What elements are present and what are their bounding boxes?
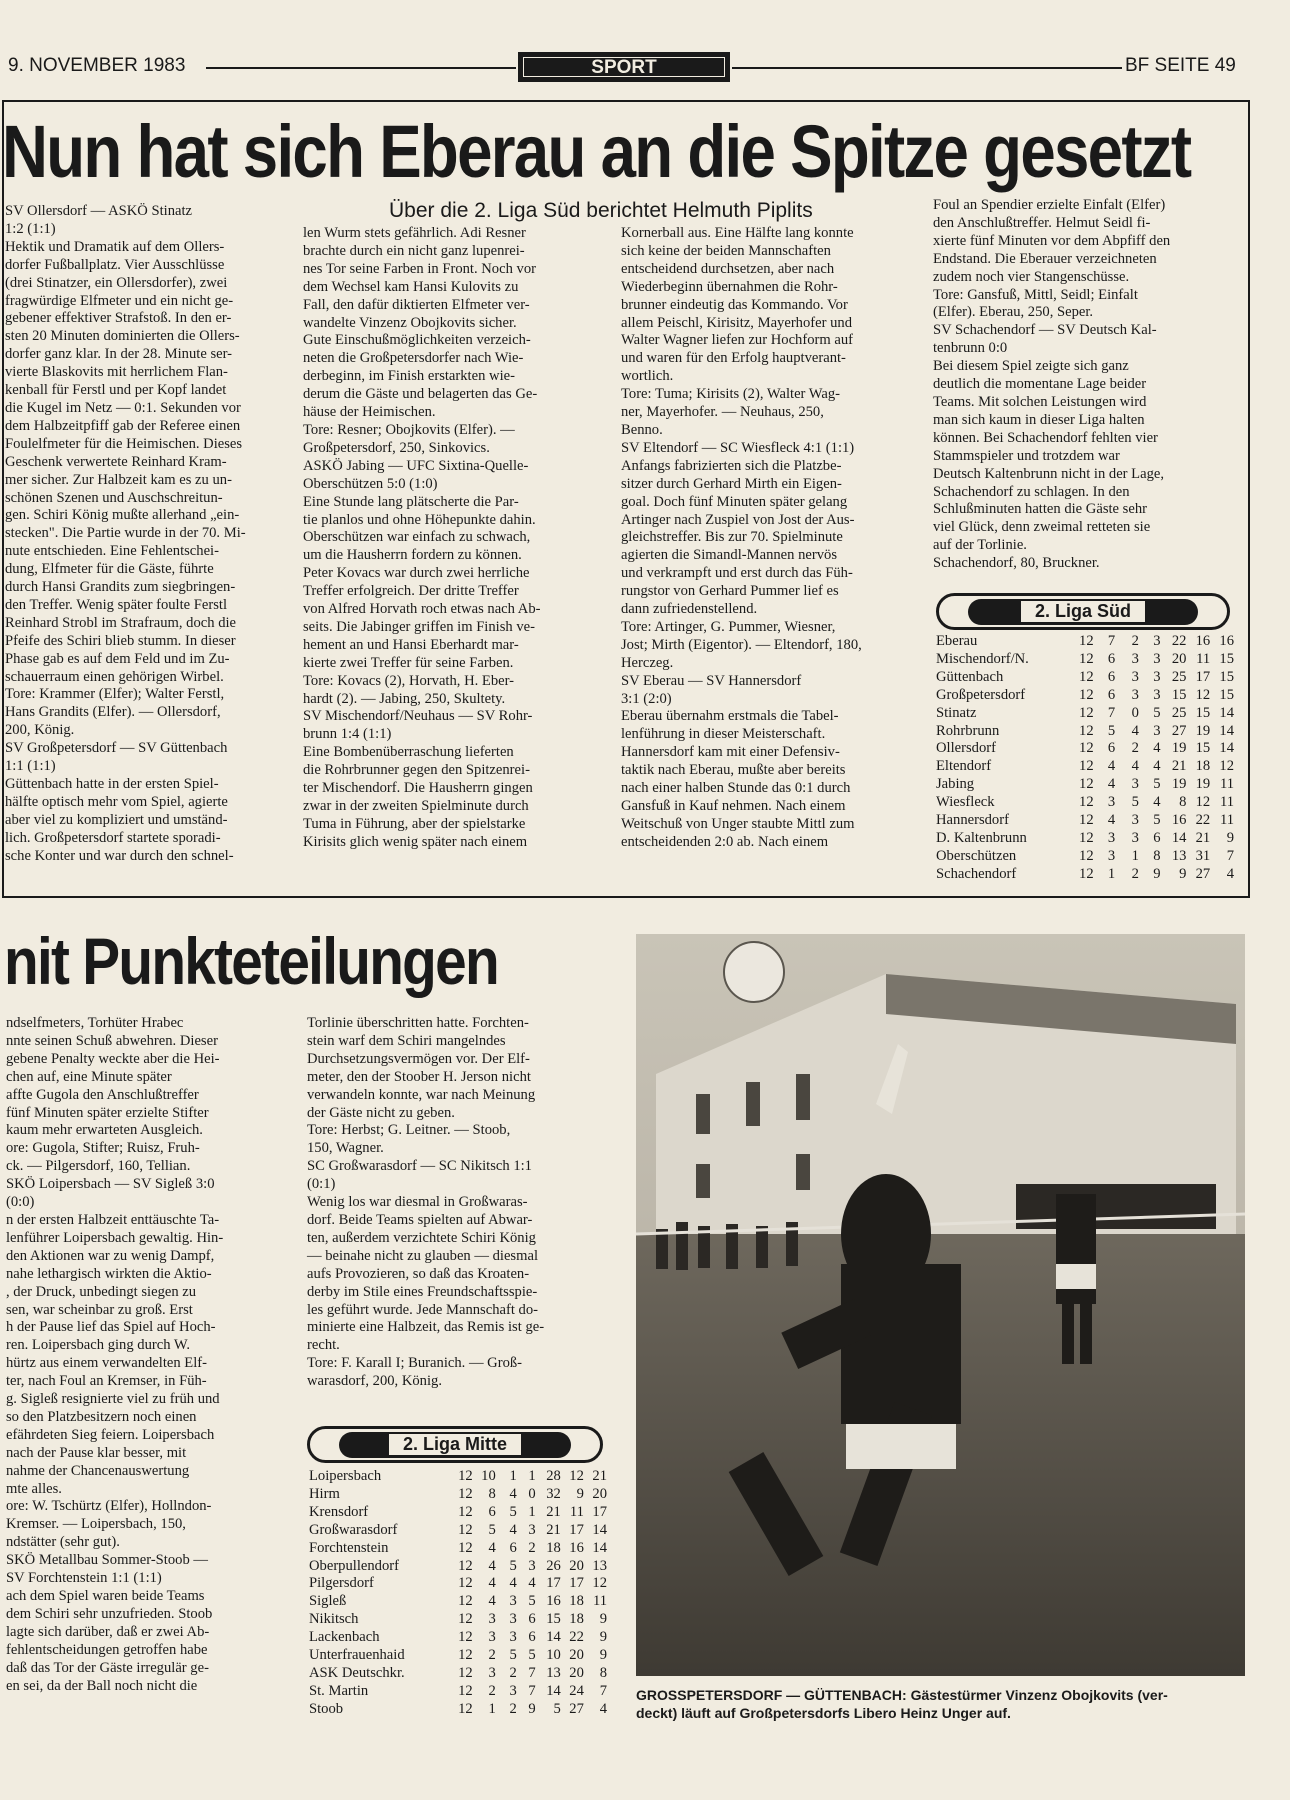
table-sued-stat: 6 bbox=[1153, 829, 1161, 846]
table-mitte-team: St. Martin bbox=[309, 1682, 369, 1699]
table-sued-stat: 12 bbox=[1079, 740, 1094, 757]
table-sued-row bbox=[936, 705, 1234, 723]
table-mitte-team: Pilgersdorf bbox=[309, 1575, 374, 1592]
table-mitte-stat: 6 bbox=[488, 1503, 496, 1520]
table-mitte-stat: 9 bbox=[576, 1485, 584, 1502]
table-mitte-team: Krensdorf bbox=[309, 1503, 369, 1520]
table-mitte-stat: 11 bbox=[569, 1503, 584, 1520]
table-mitte-stat: 4 bbox=[528, 1575, 536, 1592]
table-mitte-stat: 17 bbox=[592, 1503, 607, 1520]
table-sued-stat: 11 bbox=[1219, 794, 1234, 811]
table-mitte-stat: 5 bbox=[509, 1647, 517, 1664]
table-mitte-stat: 20 bbox=[592, 1485, 607, 1502]
table-mitte-stat: 16 bbox=[546, 1593, 561, 1610]
table-mitte-stat: 10 bbox=[546, 1647, 561, 1664]
table-sued-stat: 0 bbox=[1131, 704, 1139, 721]
table-mitte-stat: 3 bbox=[528, 1521, 536, 1538]
table-sued-stat: 4 bbox=[1107, 776, 1116, 793]
table-mitte-stat: 6 bbox=[509, 1539, 517, 1556]
table-mitte-stat: 17 bbox=[569, 1575, 584, 1592]
table-sued-team: Ollersdorf bbox=[936, 740, 996, 757]
table-sued-stat: 3 bbox=[1131, 829, 1139, 846]
table-mitte-stat: 14 bbox=[546, 1629, 561, 1646]
table-sued-team: Wiesfleck bbox=[936, 794, 995, 811]
table-mitte-stat: 12 bbox=[458, 1485, 473, 1502]
table-sued-stat: 9 bbox=[1153, 865, 1161, 882]
table-sued-stat: 11 bbox=[1219, 812, 1234, 829]
table-sued-stat: 4 bbox=[1131, 758, 1139, 775]
table-sued-stat: 6 bbox=[1107, 668, 1116, 685]
table-sued-stat: 12 bbox=[1079, 704, 1094, 721]
table-sued-stat: 12 bbox=[1079, 865, 1094, 882]
table-sued-row bbox=[936, 633, 1234, 651]
table-mitte-stat: 8 bbox=[488, 1485, 496, 1502]
table-mitte-row bbox=[309, 1665, 607, 1683]
table-sued-stat: 3 bbox=[1131, 776, 1139, 793]
table-mitte-stat: 18 bbox=[569, 1593, 584, 1610]
table-sued-stat: 25 bbox=[1171, 704, 1187, 721]
table-mitte-team: Unterfrauenhaid bbox=[309, 1647, 405, 1664]
table-sued-stat: 3 bbox=[1153, 722, 1161, 739]
article-top-col1: SV Ollersdorf — ASKÖ Stinatz 1:2 (1:1) Hektik und Dramatik auf dem Ollers- dorfer Fußballplatz. Vier Ausschlüsse (drei Stinatzer, ein Ollersdorfer), zwei fragwürdige Elfmeter und ein nicht ge- gebener effektiver Strafstoß. In den er- sten 20 Minuten dominierten die Ollers- dorfer ganz klar. In der 28. Minute ser- vierte Blaskovits mit herrlichem Flan- kenball für Ferstl und per Kopf landet die Kugel im Netz — 0:1. Sekunden vor dem Halbzeitpfiff gab der Referee einen Foulelfmeter für die Heimischen. Dieses Geschenk verwertete Reinhard Kram- mer sicher. Zur Halbzeit kam es zu un- schönen Szenen und Auschschreitun- gen. Schiri König mußte allerhand „ein- stecken". Die Partie wurde in der 70. Mi- nute entschieden. Eine Fehlentschei- dung, Elfmeter für die Gäste, führte durch Hansi Grandits zum siegbringen- den Treffer. Wenig später foulte Ferstl Reinhard Strobl im Strafraum, doch die Pfeife des Schiri blieb stumm. In dieser Phase gab es auf dem Feld und im Zu- schauerraum einen gehörigen Wirbel. Tore: Krammer (Elfer); Walter Ferstl, Hans Grandits (Elfer). — Ollersdorf, 200, König. SV Großpetersdorf — SV Güttenbach 1:1 (1:1) Güttenbach hatte in der ersten Spiel- hälfte optisch mehr vom Spiel, agierte aber viel zu kompliziert und umständ- lich. Großpetersdorf startete sporadi- sche Konter und war durch den schnel- bbox=[5, 203, 246, 864]
table-sued-stat: 7 bbox=[1107, 704, 1116, 721]
table-mitte-stat: 4 bbox=[509, 1521, 517, 1538]
table-mitte-title: 2. Liga Mitte bbox=[389, 1434, 521, 1455]
table-sued-stat: 12 bbox=[1079, 686, 1094, 703]
table-sued-team: D. Kaltenbrunn bbox=[936, 829, 1027, 846]
table-sued-stat: 3 bbox=[1153, 650, 1161, 667]
table-sued-team: Hannersdorf bbox=[936, 812, 1009, 829]
table-sued-stat: 9 bbox=[1179, 865, 1187, 882]
table-sued-stat: 3 bbox=[1107, 847, 1116, 864]
table-mitte-stat: 12 bbox=[458, 1593, 473, 1610]
table-sued-stat: 6 bbox=[1107, 740, 1116, 757]
table-mitte-stat: 1 bbox=[509, 1468, 517, 1484]
table-mitte-stat: 5 bbox=[528, 1593, 536, 1610]
table-sued-stat: 16 bbox=[1171, 812, 1187, 829]
match-photo-illustration bbox=[636, 934, 1245, 1676]
table-mitte-stat: 12 bbox=[458, 1682, 473, 1699]
table-mitte-row bbox=[309, 1575, 607, 1593]
table-sued-stat: 2 bbox=[1131, 740, 1139, 757]
table-sued bbox=[936, 633, 1234, 884]
table-sued-row bbox=[936, 866, 1234, 884]
table-mitte-stat: 4 bbox=[488, 1539, 496, 1556]
table-sued-stat: 22 bbox=[1171, 633, 1187, 649]
table-sued-stat: 2 bbox=[1131, 633, 1139, 649]
table-mitte-team: Stoob bbox=[309, 1700, 344, 1717]
table-sued-row bbox=[936, 740, 1234, 758]
table-mitte-row bbox=[309, 1647, 607, 1665]
table-sued-stat: 27 bbox=[1195, 865, 1211, 882]
table-mitte-stat: 3 bbox=[509, 1593, 517, 1610]
table-sued-stat: 11 bbox=[1196, 650, 1211, 667]
table-mitte-stat: 27 bbox=[569, 1700, 584, 1717]
table-mitte-team: Großwarasdorf bbox=[309, 1521, 398, 1538]
table-sued-stat: 20 bbox=[1171, 650, 1187, 667]
table-mitte-stat: 1 bbox=[528, 1468, 536, 1484]
table-sued-stat: 5 bbox=[1153, 812, 1161, 829]
table-mitte-stat: 17 bbox=[546, 1575, 561, 1592]
table-mitte-row bbox=[309, 1486, 607, 1504]
table-mitte-stat: 24 bbox=[569, 1682, 584, 1699]
table-mitte-stat: 5 bbox=[553, 1700, 561, 1717]
table-sued-stat: 4 bbox=[1107, 812, 1116, 829]
table-sued-stat: 19 bbox=[1171, 740, 1187, 757]
table-mitte-team: Oberpullendorf bbox=[309, 1557, 399, 1574]
table-sued-stat: 15 bbox=[1219, 668, 1234, 685]
table-sued-stat: 12 bbox=[1079, 829, 1094, 846]
article-bottom-col1: ndselfmeters, Torhüter Hrabec nnte seinen Schuß abwehren. Dieser gebene Penalty weckte aber die Hei- chen auf, eine Minute später affte Gugola den Anschlußtreffer fünf Minuten später erzielte Stifter kaum mehr erwarteten Ausgleich. ore: Gugola, Stifter; Ruisz, Fruh- ck. — Pilgersdorf, 160, Tellian. SKÖ Loipersbach — SV Sigleß 3:0 (0:0) n der ersten Halbzeit enttäuschte Ta- lenführer Loipersbach gewaltig. Hin- den Aktionen war zu wenig Dampf, nahe lethargisch wirkten die Aktio- , der Druck, unbedingt siegen zu sen, war scheinbar zu groß. Erst h der Pause lief das Spiel auf Hoch- ren. Loipersbach ging durch W. hürtz aus einem verwandelten Elf- ter, nach Foul an Kremser, in Füh- g. Sigleß resignierte viel zu früh und so den Platzbesitzern noch einen efährdeten Sieg feiern. Loipersbach nach der Pause klar besser, mit nahme der Chancenauswertung mte alles. ore: W. Tschürtz (Elfer), Hollndon- Kremser. — Loipersbach, 150, ndstätter (sehr gut). SKÖ Metallbau Sommer-Stoob — SV Forchtenstein 1:1 (1:1) ach dem Spiel waren beide Teams dem Schiri sehr unzufrieden. Stoob lagte sich darüber, daß er zwei Ab- fehlentscheidungen getroffen habe daß das Tor der Gäste irregulär ge- en sei, da der Ball noch nicht die bbox=[6, 1015, 224, 1694]
table-mitte-stat: 2 bbox=[528, 1539, 536, 1556]
table-mitte-stat: 20 bbox=[569, 1647, 584, 1664]
table-sued-stat: 12 bbox=[1079, 758, 1094, 775]
table-sued-stat: 15 bbox=[1195, 740, 1211, 757]
table-sued-team: Eltendorf bbox=[936, 758, 992, 775]
table-sued-row bbox=[936, 723, 1234, 741]
table-mitte-stat: 1 bbox=[528, 1503, 536, 1520]
table-sued-stat: 12 bbox=[1195, 794, 1211, 811]
table-mitte-stat: 0 bbox=[528, 1485, 536, 1502]
table-sued-row bbox=[936, 687, 1234, 705]
table-mitte-stat: 2 bbox=[509, 1664, 517, 1681]
table-sued-stat: 15 bbox=[1195, 704, 1211, 721]
table-mitte bbox=[309, 1468, 607, 1719]
table-sued-stat: 4 bbox=[1131, 722, 1139, 739]
article-top-headline: Nun hat sich Eberau an die Spitze gesetzt bbox=[2, 110, 1191, 193]
table-mitte-row bbox=[309, 1683, 607, 1701]
table-mitte-stat: 7 bbox=[528, 1664, 536, 1681]
table-sued-stat: 15 bbox=[1219, 650, 1234, 667]
table-sued-row bbox=[936, 651, 1234, 669]
table-mitte-row bbox=[309, 1468, 607, 1486]
table-sued-stat: 7 bbox=[1107, 633, 1116, 649]
table-mitte-row bbox=[309, 1593, 607, 1611]
table-sued-stat: 4 bbox=[1226, 865, 1234, 882]
table-sued-stat: 12 bbox=[1195, 686, 1211, 703]
table-mitte-stat: 28 bbox=[546, 1468, 561, 1484]
table-sued-stat: 5 bbox=[1153, 776, 1161, 793]
table-mitte-stat: 1 bbox=[488, 1700, 496, 1717]
table-mitte-stat: 22 bbox=[569, 1629, 584, 1646]
table-mitte-stat: 21 bbox=[546, 1503, 561, 1520]
header-rule-right bbox=[732, 67, 1122, 69]
table-mitte-stat: 12 bbox=[458, 1647, 473, 1664]
table-mitte-stat: 13 bbox=[546, 1664, 561, 1681]
table-mitte-team: Loipersbach bbox=[309, 1468, 382, 1484]
table-mitte-stat: 26 bbox=[546, 1557, 561, 1574]
table-mitte-stat: 12 bbox=[458, 1539, 473, 1556]
table-mitte-stat: 14 bbox=[546, 1682, 561, 1699]
table-sued-stat: 8 bbox=[1153, 847, 1161, 864]
table-mitte-stat: 32 bbox=[546, 1485, 561, 1502]
table-mitte-stat: 5 bbox=[509, 1557, 517, 1574]
table-sued-stat: 12 bbox=[1079, 650, 1094, 667]
table-mitte-stat: 20 bbox=[569, 1557, 584, 1574]
table-sued-row bbox=[936, 758, 1234, 776]
section-label-box bbox=[518, 52, 730, 82]
table-sued-stat: 22 bbox=[1195, 812, 1211, 829]
table-mitte-stat: 21 bbox=[592, 1468, 607, 1484]
table-mitte-stat: 2 bbox=[509, 1700, 517, 1717]
table-sued-stat: 3 bbox=[1153, 686, 1161, 703]
table-sued-stat: 5 bbox=[1153, 704, 1161, 721]
table-sued-stat: 4 bbox=[1153, 794, 1161, 811]
header-date: 9. NOVEMBER 1983 bbox=[8, 55, 186, 76]
table-mitte-stat: 3 bbox=[488, 1611, 496, 1628]
table-sued-stat: 3 bbox=[1131, 650, 1139, 667]
table-mitte-stat: 20 bbox=[569, 1664, 584, 1681]
table-mitte-stat: 4 bbox=[488, 1593, 496, 1610]
table-mitte-stat: 3 bbox=[488, 1664, 496, 1681]
table-sued-stat: 3 bbox=[1131, 668, 1139, 685]
table-mitte-stat: 18 bbox=[569, 1611, 584, 1628]
table-mitte-stat: 12 bbox=[458, 1468, 473, 1484]
table-sued-stat: 19 bbox=[1195, 776, 1211, 793]
table-mitte-team: Lackenbach bbox=[309, 1629, 380, 1646]
table-mitte-row bbox=[309, 1522, 607, 1540]
table-sued-stat: 1 bbox=[1131, 847, 1139, 864]
table-sued-stat: 14 bbox=[1219, 740, 1234, 757]
table-sued-stat: 14 bbox=[1219, 704, 1234, 721]
table-mitte-stat: 3 bbox=[509, 1682, 517, 1699]
table-sued-stat: 3 bbox=[1153, 633, 1161, 649]
table-mitte-stat: 4 bbox=[488, 1575, 496, 1592]
table-mitte-stat: 2 bbox=[488, 1647, 496, 1664]
table-mitte-title-bar bbox=[307, 1426, 603, 1463]
table-mitte-stat: 3 bbox=[528, 1557, 536, 1574]
table-mitte-stat: 12 bbox=[458, 1700, 473, 1717]
table-mitte-row bbox=[309, 1629, 607, 1647]
table-mitte-stat: 8 bbox=[599, 1664, 607, 1681]
table-sued-stat: 6 bbox=[1107, 650, 1116, 667]
table-sued-title: 2. Liga Süd bbox=[1021, 601, 1145, 622]
table-sued-team: Schachendorf bbox=[936, 865, 1017, 882]
table-mitte-stat: 2 bbox=[488, 1682, 496, 1699]
table-mitte-row bbox=[309, 1558, 607, 1576]
table-mitte-stat: 3 bbox=[509, 1611, 517, 1628]
table-sued-stat: 21 bbox=[1195, 829, 1211, 846]
table-sued-stat: 11 bbox=[1219, 776, 1234, 793]
table-sued-row bbox=[936, 669, 1234, 687]
table-mitte-row bbox=[309, 1540, 607, 1558]
table-sued-stat: 12 bbox=[1079, 812, 1094, 829]
table-sued-stat: 12 bbox=[1079, 633, 1094, 649]
table-sued-stat: 17 bbox=[1195, 668, 1211, 685]
table-mitte-team: Forchtenstein bbox=[309, 1539, 389, 1556]
table-sued-row bbox=[936, 812, 1234, 830]
table-mitte-stat: 9 bbox=[599, 1629, 607, 1646]
photo-caption: GROSSPETERSDORF — GÜTTENBACH: Gästestürmer Vinzenz Obojkovits (ver- deckt) läuft auf Großpetersdorfs Libero Heinz Unger auf. bbox=[636, 1687, 1168, 1721]
match-photo bbox=[636, 934, 1245, 1676]
table-sued-stat: 9 bbox=[1226, 829, 1234, 846]
header-rule-left bbox=[206, 67, 516, 69]
table-sued-stat: 4 bbox=[1107, 758, 1116, 775]
table-sued-stat: 2 bbox=[1131, 865, 1139, 882]
table-sued-stat: 3 bbox=[1107, 829, 1116, 846]
table-sued-stat: 4 bbox=[1153, 740, 1161, 757]
table-sued-stat: 8 bbox=[1179, 794, 1187, 811]
table-mitte-stat: 6 bbox=[528, 1611, 536, 1628]
table-sued-team: Rohrbrunn bbox=[936, 722, 1000, 739]
table-sued-row bbox=[936, 794, 1234, 812]
table-mitte-stat: 12 bbox=[458, 1503, 473, 1520]
table-mitte-stat: 5 bbox=[509, 1503, 517, 1520]
table-mitte-team: Hirm bbox=[309, 1485, 340, 1502]
table-sued-stat: 6 bbox=[1107, 686, 1116, 703]
table-sued-team: Großpetersdorf bbox=[936, 686, 1026, 703]
table-sued-team: Stinatz bbox=[936, 704, 977, 721]
article-top-col2: len Wurm stets gefährlich. Adi Resner brachte durch ein nicht ganz lupenrei- nes Tor seine Farben in Front. Noch vor dem Wechsel kam Hansi Kulovits zu Fall, den dafür diktierten Elfmeter ver- wandelte Vinzenz Obojkovits sicher. Gute Einschußmöglichkeiten verzeich- neten die Großpetersdorfer nach Wie- derbeginn, im Finish erstarkten wie- derum die Gäste und belagerten das Ge- häuse der Heimischen. Tore: Resner; Obojkovits (Elfer). — Großpetersdorf, 250, Sinkovics. ASKÖ Jabing — UFC Sixtina-Quelle- Oberschützen 5:0 (1:0) Eine Stunde lang plätscherte die Par- tie planlos und ohne Höhepunkte dahin. Oberschützen war einfach zu schwach, um die Hausherrn fordern zu können. Peter Kovacs war durch zwei herrliche Treffer erfolgreich. Der dritte Treffer von Alfred Horvath roch etwas nach Ab- seits. Die Jabinger griffen im Finish ve- hement an und Hansi Eberhardt mar- kierte zwei Treffer für seine Farben. Tore: Kovacs (2), Horvath, H. Eber- hardt (2). — Jabing, 250, Skultety. SV Mischendorf/Neuhaus — SV Rohr- brunn 1:4 (1:1) Eine Bombenüberraschung lieferten die Rohrbrunner gegen den Spitzenrei- ter Mischendorf. Die Hausherrn gingen zwar in der zweiten Spielminute durch Tuma in Führung, aber der spielstarke Kirisits glich wenig später nach einem bbox=[303, 225, 541, 850]
table-mitte-stat: 13 bbox=[592, 1557, 607, 1574]
table-sued-stat: 12 bbox=[1079, 668, 1094, 685]
table-sued-row bbox=[936, 848, 1234, 866]
table-sued-stat: 4 bbox=[1153, 758, 1161, 775]
table-sued-stat: 7 bbox=[1226, 847, 1234, 864]
table-mitte-stat: 9 bbox=[599, 1611, 607, 1628]
table-mitte-stat: 12 bbox=[458, 1629, 473, 1646]
table-sued-team: Eberau bbox=[936, 633, 978, 649]
table-mitte-stat: 4 bbox=[509, 1575, 517, 1592]
table-sued-stat: 18 bbox=[1195, 758, 1211, 775]
table-mitte-stat: 12 bbox=[458, 1557, 473, 1574]
table-mitte-row bbox=[309, 1701, 607, 1719]
table-mitte-stat: 15 bbox=[546, 1611, 561, 1628]
table-sued-stat: 12 bbox=[1079, 722, 1094, 739]
table-sued-title-bar bbox=[936, 593, 1230, 630]
table-sued-stat: 3 bbox=[1131, 686, 1139, 703]
table-mitte-stat: 5 bbox=[488, 1521, 496, 1538]
article-bottom-headline: nit Punkteteilungen bbox=[4, 924, 498, 998]
table-mitte-stat: 14 bbox=[592, 1539, 607, 1556]
table-mitte-stat: 21 bbox=[546, 1521, 561, 1538]
table-sued-stat: 15 bbox=[1171, 686, 1187, 703]
table-mitte-stat: 12 bbox=[458, 1575, 473, 1592]
table-sued-stat: 31 bbox=[1195, 847, 1211, 864]
table-sued-stat: 12 bbox=[1079, 776, 1094, 793]
table-mitte-stat: 3 bbox=[488, 1629, 496, 1646]
table-mitte-stat: 7 bbox=[599, 1682, 607, 1699]
table-mitte-stat: 12 bbox=[458, 1521, 473, 1538]
table-mitte-stat: 9 bbox=[599, 1647, 607, 1664]
table-mitte-row bbox=[309, 1611, 607, 1629]
table-mitte-team: ASK Deutschkr. bbox=[309, 1664, 405, 1681]
table-sued-team: Jabing bbox=[936, 776, 975, 793]
table-mitte-stat: 5 bbox=[528, 1647, 536, 1664]
table-sued-stat: 5 bbox=[1131, 794, 1139, 811]
table-mitte-stat: 18 bbox=[546, 1539, 561, 1556]
table-mitte-stat: 17 bbox=[569, 1521, 584, 1538]
table-mitte-stat: 9 bbox=[528, 1700, 536, 1717]
table-sued-stat: 1 bbox=[1107, 865, 1116, 882]
table-mitte-stat: 12 bbox=[458, 1611, 473, 1628]
article-top-col3: Kornerball aus. Eine Hälfte lang konnte sich keine der beiden Mannschaften entscheidend durchsetzen, aber nach Wiederbeginn übernahmen die Rohr- brunner eindeutig das Kommando. Vor allem Peischl, Kirisitz, Mayerhofer und Walter Wagner liefen zur Hochform auf und waren für den Erfolg hauptverant- wortlich. Tore: Tuma; Kirisits (2), Walter Wag- ner, Mayerhofer. — Neuhaus, 250, Benno. SV Eltendorf — SC Wiesfleck 4:1 (1:1) Anfangs fabrizierten sich die Platzbe- sitzer durch Gerhard Mirth ein Eigen- goal. Doch fünf Minuten später gelang Artinger nach Zuspiel von Jost der Aus- gleichstreffer. Bis zur 70. Spielminute agierten die Simandl-Mannen nervös und verkrampft und erst durch das Füh- rungstor von Gerhard Pummer lief es dann zufriedenstellend. Tore: Artinger, G. Pummer, Wiesner, Jost; Mirth (Eigentor). — Eltendorf, 180, Herczeg. SV Eberau — SV Hannersdorf 3:1 (2:0) Eberau übernahm erstmals die Tabel- lenführung in dieser Meisterschaft. Hannersdorf kam mit einer Defensiv- taktik nach Eberau, mußte aber bereits nach einer halben Stunde das 0:1 durch Gansfuß in Kauf nehmen. Nach einem Weitschuß von Unger staubte Mittl zum entscheidenden 2:0 ab. Nach einem bbox=[621, 225, 862, 850]
table-sued-stat: 21 bbox=[1171, 758, 1187, 775]
table-mitte-stat: 6 bbox=[528, 1629, 536, 1646]
table-sued-stat: 14 bbox=[1171, 829, 1187, 846]
table-mitte-stat: 10 bbox=[481, 1468, 496, 1484]
table-mitte-team: Nikitsch bbox=[309, 1611, 359, 1628]
table-sued-stat: 12 bbox=[1079, 794, 1094, 811]
table-sued-stat: 19 bbox=[1171, 776, 1187, 793]
article-bottom-col2: Torlinie überschritten hatte. Forchten- stein warf dem Schiri mangelndes Durchsetzungsvermögen vor. Der Elf- meter, den der Stoober H. Jerson nicht verwandeln konnte, war nach Meinung der Gäste nicht zu geben. Tore: Herbst; G. Leitner. — Stoob, 150, Wagner. SC Großwarasdorf — SC Nikitsch 1:1 (0:1) Wenig los war diesmal in Großwaras- dorf. Beide Teams spielten auf Abwar- ten, außerdem verzichtete Schiri König — beinahe nicht zu glauben — diesmal aufs Provozieren, so daß das Kroaten- derby im Stile eines Freundschaftsspie- les geführt wurde. Jede Mannschaft do- minierte eine Halbzeit, das Remis ist ge- recht. Tore: F. Karall I; Buranich. — Groß- warasdorf, 200, König. bbox=[307, 1015, 545, 1390]
table-sued-team: Oberschützen bbox=[936, 847, 1017, 864]
table-sued-stat: 15 bbox=[1219, 686, 1234, 703]
table-mitte-row bbox=[309, 1504, 607, 1522]
table-sued-team: Mischendorf/N. bbox=[936, 650, 1029, 667]
table-mitte-stat: 11 bbox=[592, 1593, 607, 1610]
table-mitte-stat: 12 bbox=[458, 1664, 473, 1681]
table-sued-stat: 3 bbox=[1131, 812, 1139, 829]
table-sued-stat: 27 bbox=[1171, 722, 1187, 739]
table-mitte-stat: 4 bbox=[509, 1485, 517, 1502]
table-sued-team: Güttenbach bbox=[936, 668, 1004, 685]
table-sued-stat: 12 bbox=[1079, 847, 1094, 864]
article-top-col4: Foul an Spendier erzielte Einfalt (Elfer) den Anschlußtreffer. Helmut Seidl fi- xierte fünf Minuten vor dem Abpfiff den Endstand. Die Eberauer verzeichneten zudem noch vier Stangenschüsse. Tore: Gansfuß, Mittl, Seidl; Einfalt (Elfer). Eberau, 250, Seper. SV Schachendorf — SV Deutsch Kal- tenbrunn 0:0 Bei diesem Spiel zeigte sich ganz deutlich die momentane Lage beider Teams. Mit solchen Leistungen wird man sich kaum in dieser Liga halten können. Bei Schachendorf fehlten vier Stammspieler und trotzdem war Deutsch Kaltenbrunn nicht in der Lage, Schachendorf zu schlagen. In den Schlußminuten hatten die Gäste sehr viel Glück, denn zweimal retteten sie auf der Torlinie. Schachendorf, 80, Bruckner. bbox=[933, 197, 1171, 572]
article-top-subtitle: Über die 2. Liga Süd berichtet Helmuth Piplits bbox=[389, 199, 813, 222]
table-mitte-stat: 3 bbox=[509, 1629, 517, 1646]
table-sued-stat: 5 bbox=[1107, 722, 1116, 739]
table-sued-stat: 12 bbox=[1219, 758, 1234, 775]
table-sued-row bbox=[936, 830, 1234, 848]
table-sued-stat: 19 bbox=[1195, 722, 1211, 739]
table-sued-stat: 16 bbox=[1219, 633, 1234, 649]
table-mitte-stat: 4 bbox=[599, 1700, 607, 1717]
table-sued-row bbox=[936, 776, 1234, 794]
table-mitte-stat: 4 bbox=[488, 1557, 496, 1574]
table-sued-stat: 3 bbox=[1153, 668, 1161, 685]
table-sued-stat: 25 bbox=[1171, 668, 1187, 685]
table-mitte-stat: 7 bbox=[528, 1682, 536, 1699]
table-sued-stat: 13 bbox=[1171, 847, 1187, 864]
table-mitte-team: Sigleß bbox=[309, 1593, 347, 1610]
header-page: BF SEITE 49 bbox=[1125, 55, 1236, 76]
table-mitte-stat: 12 bbox=[592, 1575, 607, 1592]
table-mitte-stat: 14 bbox=[592, 1521, 607, 1538]
table-mitte-stat: 12 bbox=[569, 1468, 584, 1484]
table-sued-stat: 14 bbox=[1219, 722, 1234, 739]
table-sued-stat: 16 bbox=[1195, 633, 1211, 649]
section-label: SPORT bbox=[591, 57, 657, 78]
table-sued-stat: 3 bbox=[1107, 794, 1116, 811]
table-mitte-stat: 16 bbox=[569, 1539, 584, 1556]
